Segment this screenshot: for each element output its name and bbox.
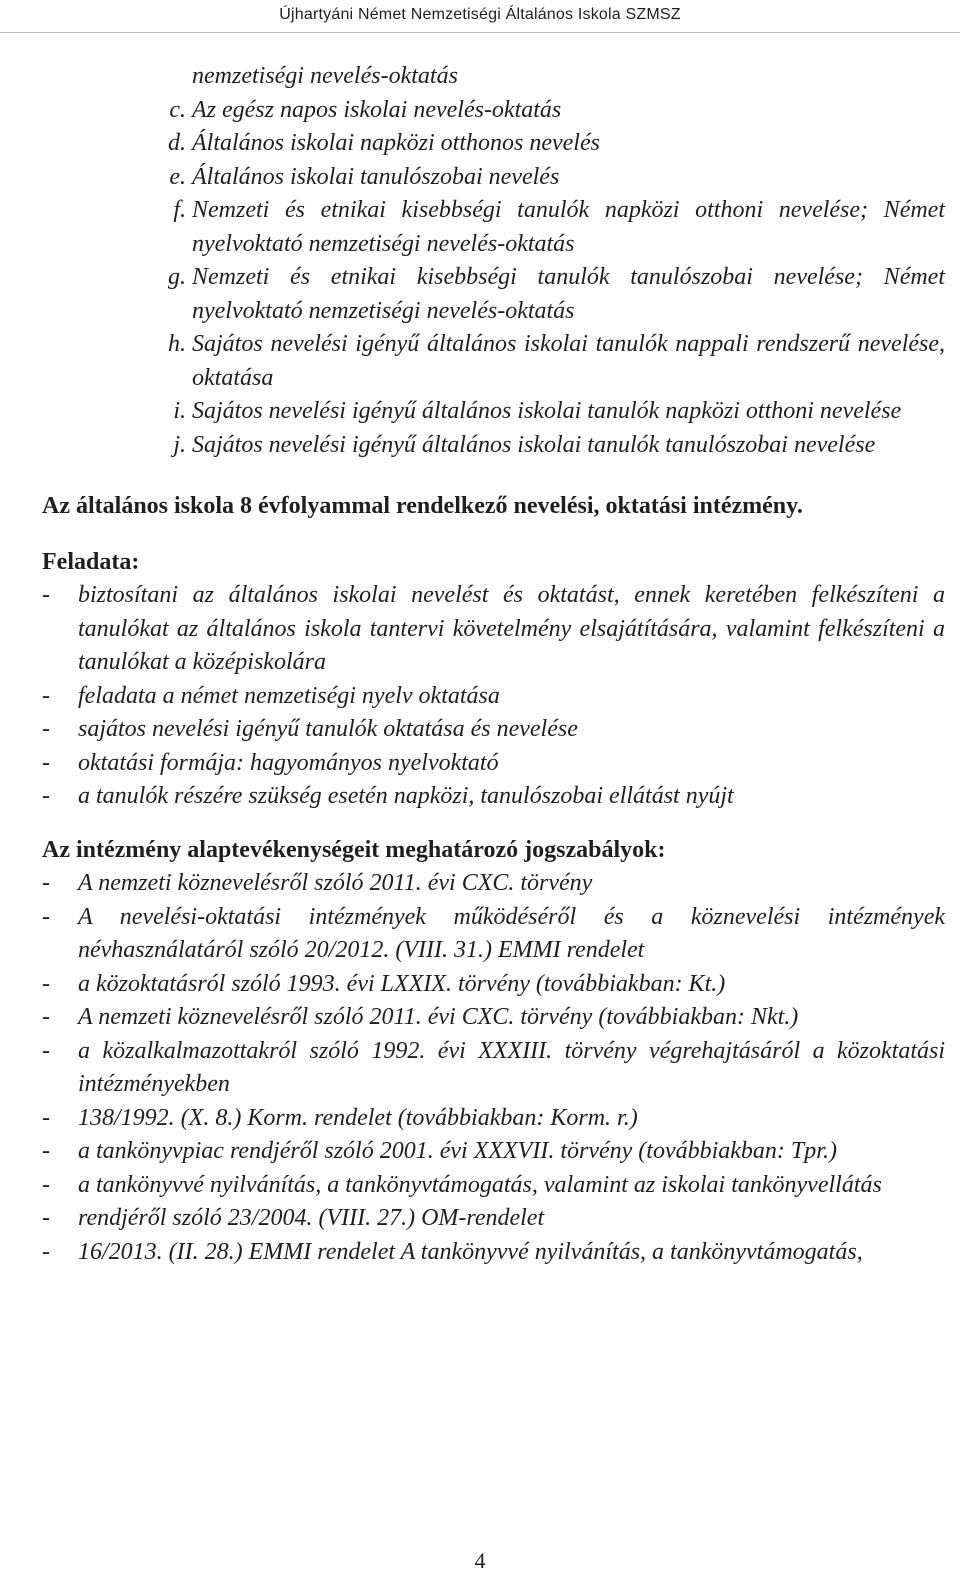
list-item-text: Nemzeti és etnikai kisebbségi tanulók napközi otthoni nevelése; Német nyelvoktató nemzetiségi nevelés-oktatás — [192, 197, 945, 257]
list-marker: c. — [169, 96, 186, 123]
list-marker: g. — [168, 264, 186, 290]
list-dash: - — [42, 1238, 50, 1265]
list-item-text: biztosítani az általános iskolai nevelést és oktatást, ennek keretében felkészíteni a tanulókat az általános iskola tantervi követelmény elsajátítására, valamint felkészíteni a tanulókat a középiskolára — [78, 582, 945, 675]
list-item-text: Általános iskolai napközi otthonos nevelés — [192, 130, 600, 156]
list-marker: e. — [169, 163, 186, 190]
list-item-text: a tankönyvpiac rendjéről szóló 2001. évi XXXVII. törvény (továbbiakban: Tpr.) — [78, 1138, 837, 1164]
list-item-text: Általános iskolai tanulószobai nevelés — [192, 163, 560, 190]
list-marker: h. — [168, 331, 186, 357]
list-item-text: a tanulók részére szükség esetén napközi, tanulószobai ellátást nyújt — [78, 783, 734, 809]
list-item-text: sajátos nevelési igényű tanulók oktatása és nevelése — [78, 716, 578, 742]
list-item — [42, 680, 945, 714]
list-item — [42, 1035, 945, 1102]
list-item-text: Sajátos nevelési igényű általános iskolai tanulók nappali rendszerű nevelése, oktatása — [192, 331, 945, 391]
list-item-f — [42, 194, 945, 261]
list-item-text: rendjéről szóló 23/2004. (VIII. 27.) OM-rendelet — [78, 1205, 545, 1231]
list-item-text: a közoktatásról szóló 1993. évi LXXIX. törvény (továbbiakban: Kt.) — [78, 970, 726, 997]
list-item-g — [42, 261, 945, 328]
list-item — [42, 747, 945, 781]
list-dash: - — [42, 749, 50, 776]
list-item — [42, 1202, 945, 1236]
page-number: 4 — [474, 1548, 486, 1573]
alpha-list — [42, 60, 945, 462]
list-dash: - — [42, 1037, 50, 1064]
list-item — [42, 1102, 945, 1136]
list-item-text: feladata a német nemzetiségi nyelv oktatása — [78, 682, 500, 709]
list-marker: f. — [173, 197, 186, 223]
list-item — [42, 867, 945, 901]
list-item-continuation — [42, 60, 945, 94]
page-header — [0, 2, 960, 33]
list-item-text: A nemzeti köznevelésről szóló 2011. évi CXC. törvény — [78, 870, 593, 896]
list-item-e — [42, 161, 945, 195]
list-dash: - — [42, 1138, 50, 1164]
list-dash: - — [42, 1171, 50, 1198]
tasks-list — [42, 579, 945, 814]
header-title: Újhartyáni Német Nemzetiségi Általános Iskola SZMSZ — [279, 6, 681, 23]
laws-heading: Az intézmény alaptevékenységeit meghatározó jogszabályok: — [42, 836, 666, 863]
list-item-text: A nemzeti köznevelésről szóló 2011. évi CXC. törvény (továbbiakban: Nkt.) — [78, 1004, 799, 1030]
list-marker: i. — [173, 398, 186, 424]
list-item — [42, 1135, 945, 1169]
list-dash: - — [42, 783, 50, 809]
list-item-text: oktatási formája: hagyományos nyelvoktató — [78, 749, 499, 776]
list-item-text: Sajátos nevelési igényű általános iskolai tanulók napközi otthoni nevelése — [192, 398, 902, 424]
list-item-c — [42, 94, 945, 128]
list-marker: d. — [168, 130, 186, 156]
list-item-text: a közalkalmazottakról szóló 1992. évi XXXIII. törvény végrehajtásáról a közoktatási intézményekben — [78, 1037, 945, 1097]
list-dash: - — [42, 716, 50, 742]
list-dash: - — [42, 903, 50, 930]
list-item-h — [42, 328, 945, 395]
list-marker: j. — [173, 431, 186, 458]
list-item — [42, 713, 945, 747]
list-item-text: 138/1992. (X. 8.) Korm. rendelet (továbbiakban: Korm. r.) — [78, 1104, 638, 1131]
list-dash: - — [42, 682, 50, 709]
list-item — [42, 780, 945, 814]
list-item-text: A nevelési-oktatási intézmények működéséről és a köznevelési intézmények névhasználatáról szóló 20/2012. (VIII. 31.) EMMI rendelet — [78, 903, 945, 963]
list-dash: - — [42, 970, 50, 997]
list-item-text: Nemzeti és etnikai kisebbségi tanulók tanulószobai nevelése; Német nyelvoktató nemzetiségi nevelés-oktatás — [192, 264, 945, 324]
list-item — [42, 1001, 945, 1035]
institution-statement: Az általános iskola 8 évfolyammal rendelkező nevelési, oktatási intézmény. — [42, 493, 803, 519]
list-item-text: 16/2013. (II. 28.) EMMI rendelet A tankönyvvé nyilvánítás, a tankönyvtámogatás, — [78, 1238, 863, 1265]
list-dash: - — [42, 582, 50, 608]
list-item-text: a tankönyvvé nyilvánítás, a tankönyvtámogatás, valamint az iskolai tankönyvellátás — [78, 1171, 882, 1198]
list-item-i — [42, 395, 945, 429]
list-item-j — [42, 429, 945, 463]
list-marker-empty — [42, 60, 192, 94]
laws-list — [42, 867, 945, 1269]
list-item — [42, 1236, 945, 1270]
document-body — [42, 60, 945, 1269]
list-item — [42, 1169, 945, 1203]
list-dash: - — [42, 870, 50, 896]
list-item — [42, 901, 945, 968]
list-item-text: Sajátos nevelési igényű általános iskolai tanulók tanulószobai nevelése — [192, 431, 876, 458]
list-item-d — [42, 127, 945, 161]
list-item-text: Az egész napos iskolai nevelés-oktatás — [192, 96, 562, 123]
list-item-text: nemzetiségi nevelés-oktatás — [192, 63, 458, 89]
tasks-heading: Feladata: — [42, 548, 140, 575]
list-item — [42, 968, 945, 1002]
list-item — [42, 579, 945, 680]
list-dash: - — [42, 1104, 50, 1131]
list-dash: - — [42, 1205, 50, 1231]
list-dash: - — [42, 1004, 50, 1030]
